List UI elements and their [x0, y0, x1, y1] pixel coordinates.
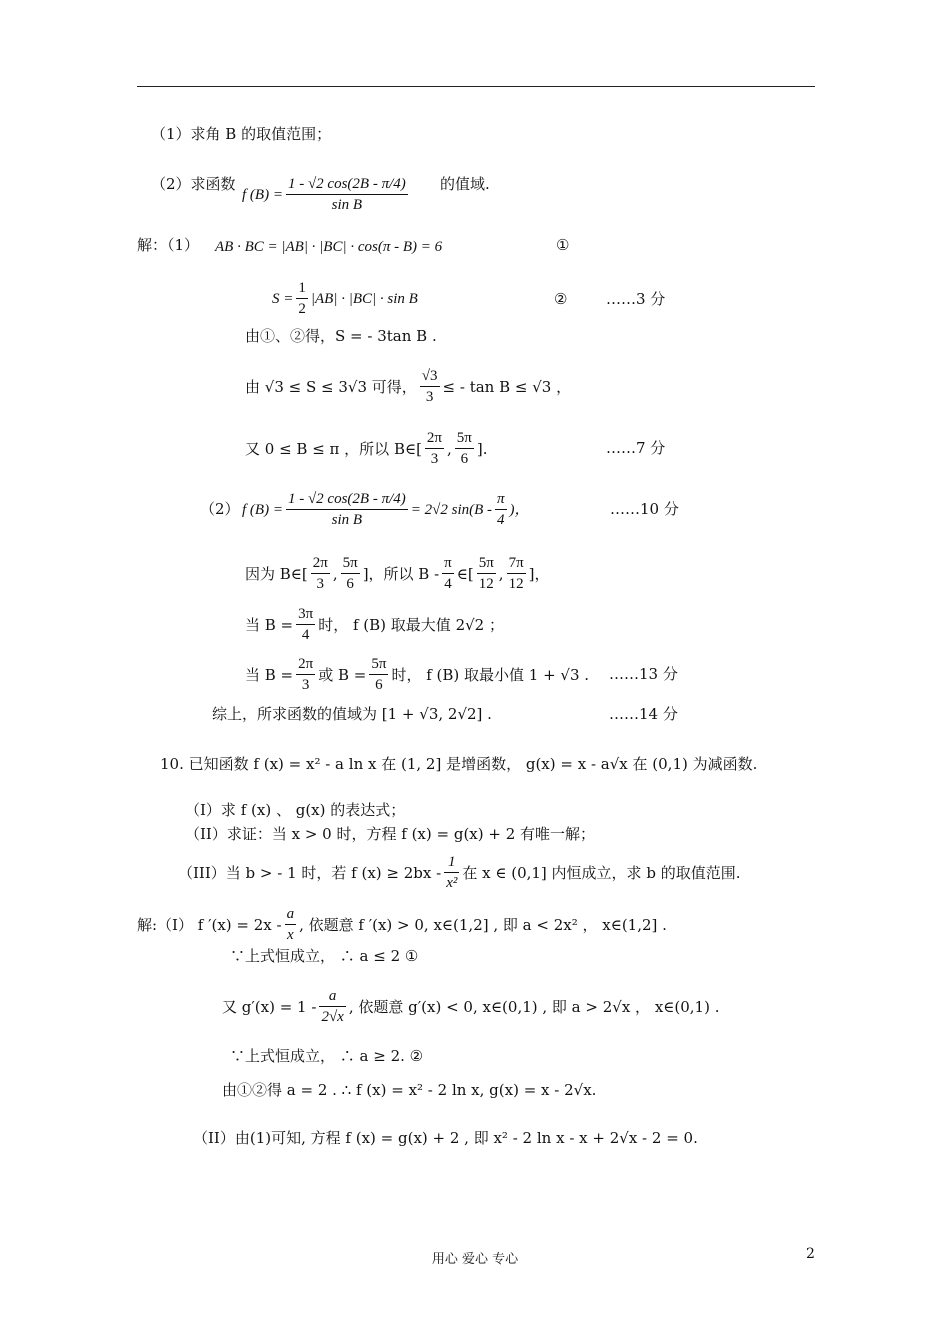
- p3-c: ∈[: [456, 564, 474, 583]
- s4-num: √3: [420, 366, 440, 387]
- s5-f2n: 5π: [455, 428, 474, 449]
- answer-4: ∵上式恒成立， ∴ a ≥ 2. ②: [230, 1047, 424, 1065]
- a1-frac: [285, 904, 297, 945]
- s4-fraction: [420, 366, 440, 407]
- points-7: ……7 分: [606, 439, 666, 457]
- p5-frac-2: [369, 654, 388, 695]
- p5-a: 当 B =: [245, 665, 294, 684]
- solution-1-equation: AB · BC = |AB| · |BC| · cos(π - B) = 6: [215, 239, 443, 255]
- a1-fn: a: [285, 904, 297, 925]
- p3-frac-5: [507, 553, 526, 594]
- part-2-summary: 综上，所求函数的值域为 [1 + √3, 2√2] .: [212, 705, 492, 723]
- p2-fraction: [286, 489, 408, 530]
- q2-numerator: 1 - √2 cos(2B - π/4): [286, 174, 408, 195]
- p5-frac-1: [296, 654, 315, 695]
- p3-f1n: 2π: [311, 553, 330, 574]
- page-number: 2: [806, 1246, 815, 1262]
- p5-f2d: 6: [375, 677, 383, 693]
- header-rule: [137, 86, 815, 87]
- s2-half: [296, 278, 308, 319]
- points-10: ……10 分: [610, 500, 679, 518]
- solution-4: [245, 366, 571, 407]
- p4-fn: 3π: [296, 604, 315, 625]
- p3-frac-3: [442, 553, 454, 594]
- s2-half-den: 2: [298, 301, 306, 317]
- p3-f5d: 12: [508, 576, 524, 592]
- a3-a: 又 g′(x) = 1 -: [222, 997, 317, 1016]
- p3-f4n: 5π: [477, 553, 496, 574]
- points-3: ……3 分: [606, 290, 666, 308]
- s4-den: 3: [425, 389, 434, 405]
- a3-fd: 2√x: [321, 1009, 344, 1025]
- p4-frac: [296, 604, 315, 645]
- q10-iii-fn: 1: [444, 852, 459, 873]
- s5-frac-2: [455, 428, 474, 469]
- solution-5: 又 0 ≤ B ≤ π ，所以 B∈[ $\frac{2\pi}{3}$ , $\frac{5\pi}{6}$ ].: [245, 430, 488, 467]
- p3-f3n: π: [442, 553, 454, 574]
- p4-b: 时， f (B) 取最大值 2√2 ；: [318, 615, 504, 634]
- s2-half-num: 1: [296, 278, 308, 299]
- s4-b: ≤ - tan B ≤ √3 ，: [442, 377, 572, 396]
- s5-b: ].: [476, 439, 488, 458]
- question-10-iii: [178, 852, 740, 893]
- question-10: 10. 已知函数 f (x) = x² - a ln x 在 (1, 2] 是增函数， g(x) = x - a√x 在 (0,1) 为减函数.: [160, 755, 758, 773]
- p3-f2n: 5π: [341, 553, 360, 574]
- p2-pid: 4: [497, 512, 505, 528]
- question-2-suffix: 的值域.: [440, 175, 490, 193]
- p2-num: 1 - √2 cos(2B - π/4): [286, 489, 408, 510]
- p2-mid: = 2√2 sin(B -: [410, 501, 493, 518]
- p5-f1n: 2π: [296, 654, 315, 675]
- p3-frac-2: [341, 553, 360, 594]
- solution-2-equation: [272, 278, 418, 319]
- p2-pi-frac: [495, 489, 507, 530]
- p2-pin: π: [495, 489, 507, 510]
- footer-slogan: 用心 爱心 专心: [431, 1252, 519, 1267]
- p3-d: ]，: [528, 564, 550, 583]
- p3-f1d: 3: [316, 576, 325, 592]
- p3-f2d: 6: [346, 576, 354, 592]
- part-2-line-3: 因为 B∈[ $\frac{2\pi}{3}$ , $\frac{5\pi}{6}$ ]，所以 B - $\frac{\pi}{4}$ ∈[ $\frac{5\pi}{12}$ , $\frac{7\pi}{12}$ ]，: [245, 555, 550, 592]
- answer-5: 由①②得 a = 2 . ∴ f (x) = x² - 2 ln x, g(x) = x - 2√x.: [222, 1081, 597, 1099]
- answer-6: （II）由(1)可知, 方程 f (x) = g(x) + 2 , 即 x² - 2 ln x - x + 2√x - 2 = 0.: [193, 1129, 698, 1147]
- answer-3: [222, 986, 720, 1027]
- q10-iii-b: 在 x ∈ (0,1] 内恒成立，求 b 的取值范围.: [462, 863, 741, 882]
- part-2-line-5: [245, 654, 589, 695]
- s2-rhs: |AB| · |BC| · sin B: [310, 290, 418, 307]
- p5-f2n: 5π: [369, 654, 388, 675]
- p3-frac-4: [477, 553, 496, 594]
- answer-2: ∵上式恒成立， ∴ a ≤ 2 ①: [230, 947, 419, 965]
- question-10-i: （I）求 f (x) 、 g(x) 的表达式；: [185, 801, 406, 819]
- a1-a: 解:（I） f ′(x) = 2x -: [137, 915, 282, 934]
- mark-1: ①: [556, 236, 570, 254]
- a3-fn: a: [319, 986, 345, 1007]
- question-2-formula: [242, 174, 411, 215]
- a1-b: , 依题意 f ′(x) > 0, x∈(1,2] , 即 a < 2x² ， x∈(1,2] .: [299, 915, 667, 934]
- mark-2: ②: [554, 290, 568, 308]
- p2-den: sin B: [331, 512, 363, 528]
- q10-iii-fd: x²: [446, 875, 458, 891]
- p2-lhs: f (B) =: [242, 501, 283, 518]
- p5-b: 或 B =: [318, 665, 367, 684]
- p5-f1d: 3: [301, 677, 310, 693]
- part-2-line-4: [245, 604, 504, 645]
- q2-lhs: f (B) =: [242, 186, 283, 203]
- p3-f4d: 12: [478, 576, 494, 592]
- part-2-label: （2）: [200, 500, 240, 518]
- p3-frac-1: [311, 553, 330, 594]
- s5-f1d: 3: [430, 451, 439, 467]
- a3-b: , 依题意 g′(x) < 0, x∈(0,1) , 即 a > 2√x ， x∈(0,1) .: [348, 997, 720, 1016]
- solution-1-label: 解：（1）: [137, 236, 200, 254]
- solution-3: 由①、②得，S = - 3tan B .: [245, 327, 437, 345]
- part-2-equation: [242, 489, 530, 530]
- s5-f2d: 6: [460, 451, 469, 467]
- question-2-prefix: （2）求函数: [151, 175, 236, 193]
- question-1: （1）求角 B 的取值范围；: [151, 125, 332, 143]
- q10-iii-frac: [444, 852, 459, 893]
- s5-a: 又 0 ≤ B ≤ π ，所以 B∈[: [245, 439, 422, 458]
- s5-f1n: 2π: [425, 428, 444, 449]
- p3-b: ]，所以 B -: [362, 564, 440, 583]
- p4-fd: 4: [301, 627, 310, 643]
- points-14: ……14 分: [609, 705, 678, 723]
- s5-frac-1: [425, 428, 444, 469]
- question-10-ii: （II）求证：当 x > 0 时，方程 f (x) = g(x) + 2 有唯一解；: [185, 825, 596, 843]
- p3-f3d: 4: [444, 576, 452, 592]
- q2-fraction: [286, 174, 408, 215]
- answer-1: [137, 904, 667, 945]
- p5-c: 时， f (B) 取最小值 1 + √3 .: [391, 665, 590, 684]
- p3-a: 因为 B∈[: [245, 564, 308, 583]
- a3-frac: [319, 986, 345, 1027]
- p2-end: )，: [509, 501, 530, 518]
- q10-iii-a: （III）当 b > - 1 时，若 f (x) ≥ 2bx -: [178, 863, 442, 882]
- s4-a: 由 √3 ≤ S ≤ 3√3 可得，: [245, 377, 417, 396]
- p4-a: 当 B =: [245, 615, 294, 634]
- a1-fd: x: [287, 927, 294, 943]
- q2-denominator: sin B: [331, 197, 363, 213]
- s2-lhs: S =: [272, 290, 294, 307]
- p3-f5n: 7π: [507, 553, 526, 574]
- points-13: ……13 分: [609, 665, 678, 683]
